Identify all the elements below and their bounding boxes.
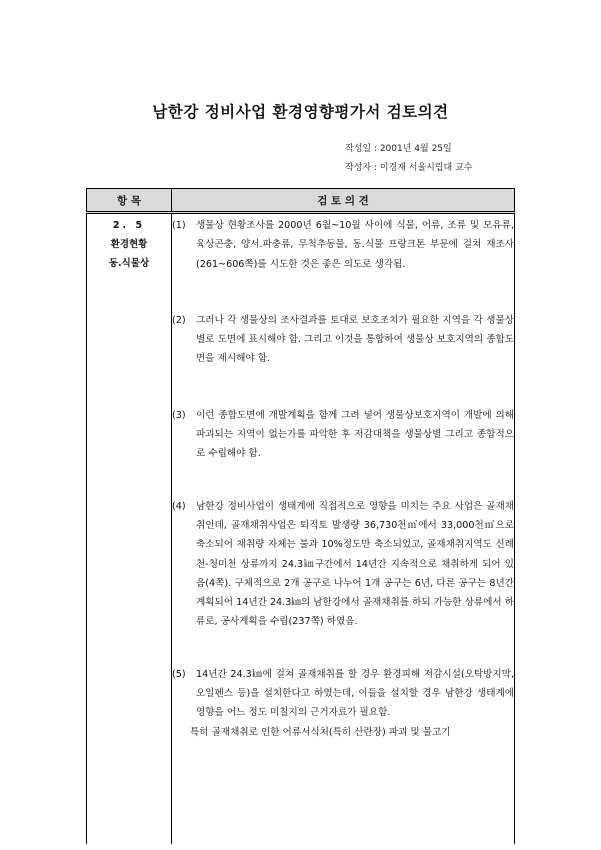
date-line: 작성일 : 2001년 4월 25일 xyxy=(345,144,452,154)
opinion-item-2 xyxy=(172,311,514,369)
item-cell xyxy=(87,213,172,845)
item-number: (3) xyxy=(172,409,186,421)
opinion-item-3 xyxy=(172,406,514,464)
item-text: 14년간 24.3㎞에 걸쳐 골재채취를 할 경우 환경피해 저감시설(오탁방지막, 오일펜스 등)을 설치한다고 하였는데, 이들을 설치할 경우 남한강 생태계에 영향을 어느 정도 미칠지의 근거자료가 필요함. xyxy=(196,668,514,719)
table-header-row xyxy=(87,189,515,213)
document-title: 남한강 정비사업 환경영향평가서 검토의견 xyxy=(152,103,449,121)
continuation-text: 특히 골재채취로 인한 어류서식처(특히 산란장) 파괴 및 물고기 xyxy=(190,726,451,738)
item-number: (1) xyxy=(172,220,186,231)
item-number: (2) xyxy=(172,314,186,326)
author-line: 작성자 : 이경재 서울시립대 교수 xyxy=(345,163,473,173)
opinion-cell xyxy=(172,213,515,845)
item-text: 이런 종합도면에 개발계획을 함께 그려 넣어 생물상보호지역이 개발에 의해 파괴되는 지역이 없는가를 파악한 후 저감대책을 생물상별 그리고 종합적으로 수립해야 함. xyxy=(196,409,514,460)
opinion-item-5 xyxy=(172,665,514,723)
item-heading xyxy=(87,214,171,273)
opinion-item-4 xyxy=(172,497,514,632)
header-opinion: 검 토 의 견 xyxy=(172,189,515,213)
item-text: 생물상 현황조사를 2000년 6월~10월 사이에 식물, 어류, 조류 및 모유류, 육상곤충, 양서.파충류, 무척추동물, 동.식물 프랑크톤 부문에 걸쳐 재조사(261~606쪽)를 시도한 것은 좋은 의도로 생각됨. xyxy=(196,220,514,270)
item-title-line2: 동.식물상 xyxy=(108,258,150,269)
item-title-line1: 환경현황 xyxy=(110,239,148,250)
item-text: 남한강 정비사업이 생태계에 직접적으로 영향을 미치는 주요 사업은 골재채취인데, 골재채취사업은 퇴적토 발생량 36,730천㎥에서 33,000천㎥으로 축소되어 채취량 자체는 불과 10%정도만 축소되었고, 골재채취지역도 신례천-청미천 상류까지 24.3㎞구간에서 14년간 지속적으로 채취하게 되어 있음(4쪽). 구체적으로 2개 공구로 나누어 1개 공구는 6년, 다른 공구는 8년간 계획되어 14년간 24.3㎞의 남한강에서 골재채취를 하되 가능한 상류에서 하류로, 공사계획을 수립(237쪽) 하였음. xyxy=(196,500,514,628)
opinion-item-1 xyxy=(172,216,514,274)
item-number: (5) xyxy=(172,668,186,680)
table-row xyxy=(87,213,515,845)
review-table xyxy=(86,188,515,844)
item-number: (4) xyxy=(172,500,186,512)
header-item: 항 목 xyxy=(87,189,172,213)
item-number: 2. 5 xyxy=(112,220,146,231)
item-text: 그러나 각 생물상의 조사결과를 토대로 보호조치가 필요한 지역을 각 생물상별로 도면에 표시해야 함. 그리고 이것을 통합하여 생물상 보호지역의 종합도면을 제시해야 함. xyxy=(196,314,514,365)
